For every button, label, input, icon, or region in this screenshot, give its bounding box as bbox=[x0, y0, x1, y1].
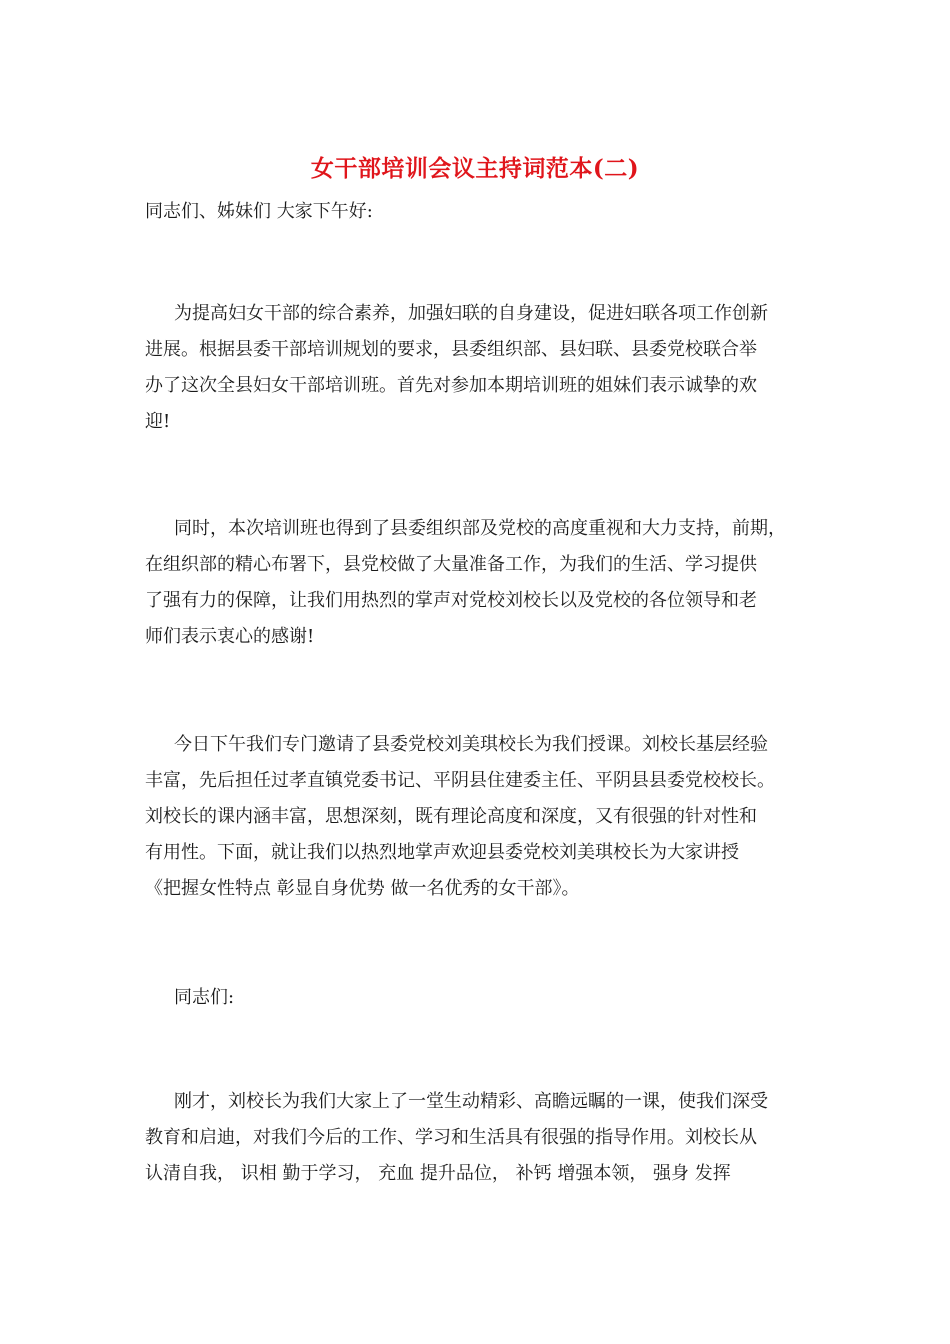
paragraph-line: 同时，本次培训班也得到了县委组织部及党校的高度重视和大力支持，前期， bbox=[174, 518, 786, 539]
paragraph-line: 丰富，先后担任过孝直镇党委书记、平阴县住建委主任、平阴县县委党校校长。 bbox=[145, 770, 775, 791]
paragraph-line: 刘校长的课内涵丰富，思想深刻，既有理论高度和深度，又有很强的针对性和 bbox=[145, 806, 757, 827]
paragraph-line: 《把握女性特点 彰显自身优势 做一名优秀的女干部》。 bbox=[145, 878, 580, 899]
document-title: 女干部培训会议主持词范本(二) bbox=[310, 155, 640, 182]
paragraph-line: 同志们: bbox=[174, 987, 235, 1008]
greeting-line: 同志们、姊妹们 大家下午好: bbox=[145, 201, 373, 222]
paragraph-line: 刚才，刘校长为我们大家上了一堂生动精彩、高瞻远瞩的一课，使我们深受 bbox=[174, 1091, 768, 1112]
paragraph-1 bbox=[145, 296, 835, 440]
paragraph-2 bbox=[145, 511, 835, 655]
paragraph-line: 教育和启迪，对我们今后的工作、学习和生活具有很强的指导作用。刘校长从 bbox=[145, 1127, 757, 1148]
paragraph-line: 有用性。下面，就让我们以热烈地掌声欢迎县委党校刘美琪校长为大家讲授 bbox=[145, 842, 739, 863]
paragraph-line: 迎! bbox=[145, 411, 171, 432]
paragraph-3 bbox=[145, 727, 835, 907]
paragraph-line: 今日下午我们专门邀请了县委党校刘美琪校长为我们授课。刘校长基层经验 bbox=[174, 734, 768, 755]
paragraph-line: 为提高妇女干部的综合素养，加强妇联的自身建设，促进妇联各项工作创新 bbox=[174, 303, 768, 324]
paragraph-5 bbox=[145, 1084, 835, 1192]
paragraph-4 bbox=[145, 980, 835, 1016]
paragraph-line: 认清自我， 识相 勤于学习， 充血 提升品位， 补钙 增强本领， 强身 发挥 bbox=[145, 1163, 731, 1184]
paragraph-line: 师们表示衷心的感谢! bbox=[145, 626, 315, 647]
paragraph-line: 在组织部的精心布署下，县党校做了大量准备工作，为我们的生活、学习提供 bbox=[145, 554, 757, 575]
paragraph-line: 办了这次全县妇女干部培训班。首先对参加本期培训班的姐妹们表示诚挚的欢 bbox=[145, 375, 757, 396]
paragraph-line: 了强有力的保障，让我们用热烈的掌声对党校刘校长以及党校的各位领导和老 bbox=[145, 590, 757, 611]
paragraph-line: 进展。根据县委干部培训规划的要求，县委组织部、县妇联、县委党校联合举 bbox=[145, 339, 757, 360]
